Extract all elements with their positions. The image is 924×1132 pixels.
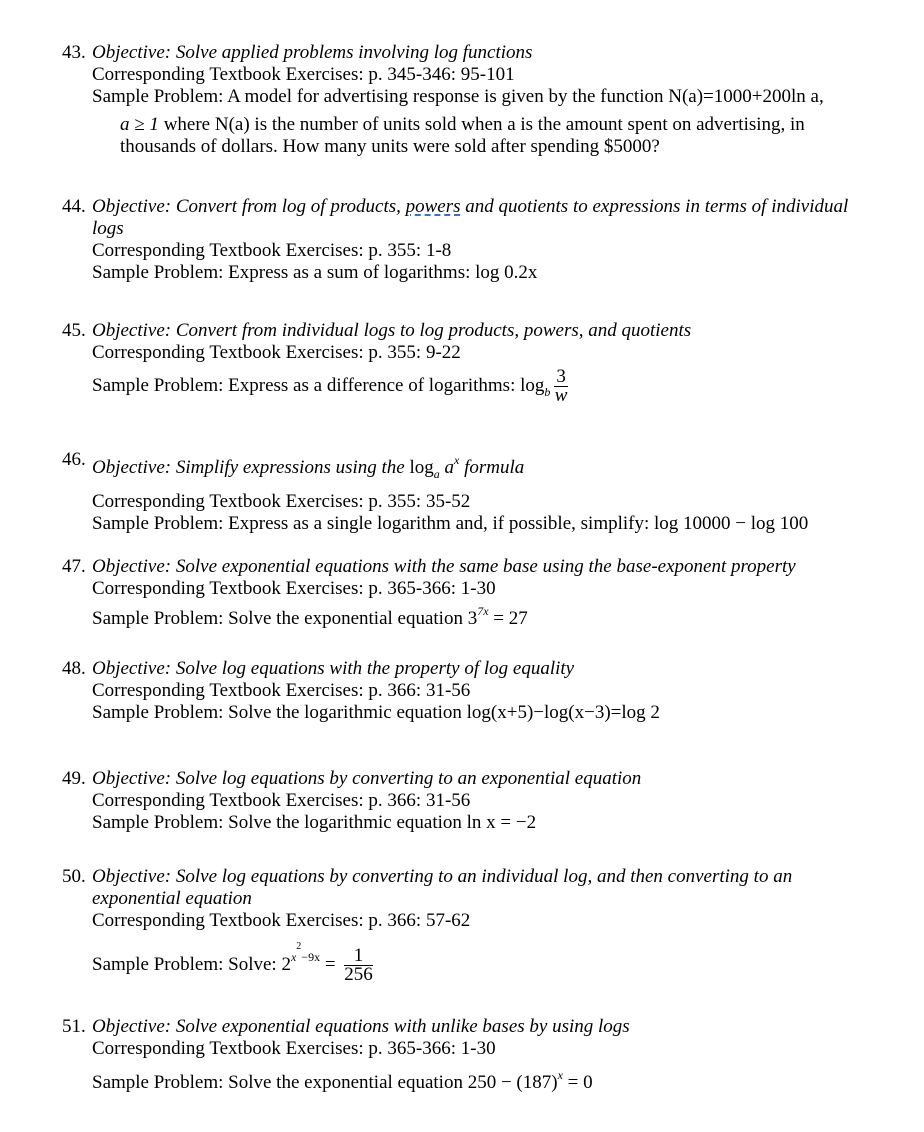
sample-problem: Sample Problem: Express as a single logarithm and, if possible, simplify: log 10000 − log 100 bbox=[92, 513, 809, 534]
sample-math: ln x = −2 bbox=[466, 812, 537, 833]
problem-49 bbox=[62, 768, 882, 834]
problem-number: 48. bbox=[62, 658, 86, 679]
objective: Objective: Solve applied problems involving log functions bbox=[92, 42, 533, 63]
problem-48 bbox=[62, 658, 882, 724]
problem-50 bbox=[62, 866, 882, 984]
fraction: $\frac{3}{w}$ bbox=[554, 366, 568, 406]
problem-46 bbox=[62, 449, 882, 535]
exercises: Corresponding Textbook Exercises: p. 345-346: 95-101 bbox=[92, 64, 515, 85]
problem-number: 47. bbox=[62, 556, 86, 577]
sample-problem: Sample Problem: Solve the exponential equation $3^{7x} = 27$ bbox=[92, 604, 528, 629]
problem-44 bbox=[62, 196, 882, 284]
sample-math: $250 - (187)^x = 0$ bbox=[467, 1068, 593, 1093]
problem-number: 46. bbox=[62, 449, 86, 470]
sample-math: log 10000 − log 100 bbox=[654, 513, 809, 534]
exercises: Corresponding Textbook Exercises: p. 355: 35-52 bbox=[92, 491, 471, 512]
sample-math: N(a)=1000+200ln a, bbox=[668, 86, 824, 107]
sample-problem: Sample Problem: Express as a sum of logarithms: log 0.2x bbox=[92, 262, 538, 283]
sample-math: $\log_b$ $\frac{3}{w}$ bbox=[520, 366, 568, 406]
sample-math: log(x+5)−log(x−3)=log 2 bbox=[466, 702, 660, 723]
sample-problem bbox=[62, 86, 882, 108]
exercises: Corresponding Textbook Exercises: p. 366: 57-62 bbox=[92, 910, 471, 931]
sample-math: log 0.2x bbox=[475, 262, 538, 283]
problem-number: 43. bbox=[62, 42, 86, 63]
objective: Objective: Convert from individual logs to log products, powers, and quotients bbox=[92, 320, 692, 341]
problem-number: 51. bbox=[62, 1016, 86, 1037]
problem-43 bbox=[62, 42, 882, 158]
problem-51 bbox=[62, 1016, 882, 1094]
objective: Objective: Solve exponential equations with unlike bases by using logs bbox=[92, 1016, 630, 1037]
objective: Objective: Solve log equations by converting to an exponential equation bbox=[92, 768, 642, 789]
problem-number: 49. bbox=[62, 768, 86, 789]
exercises: Corresponding Textbook Exercises: p. 366: 31-56 bbox=[92, 680, 471, 701]
objective: Objective: Solve log equations with the property of log equality bbox=[92, 658, 575, 679]
sample-problem: Sample Problem: Solve the logarithmic equation log(x+5)−log(x−3)=log 2 bbox=[92, 702, 660, 723]
sample-problem: Sample Problem: Solve the exponential equation $250 - (187)^x = 0$ bbox=[92, 1068, 593, 1093]
objective: Objective: Solve exponential equations with the same base using the base-exponent property bbox=[92, 556, 796, 577]
exercises: Corresponding Textbook Exercises: p. 365-366: 1-30 bbox=[92, 1038, 496, 1059]
objective: Objective: Convert from log of products, powers and quotients to expressions in terms of individual logs bbox=[92, 196, 849, 239]
objective: Objective: Simplify expressions using the $\log_a a^x$ formula bbox=[92, 453, 525, 481]
sample-problem: Sample Problem: Solve the logarithmic equation ln x = −2 bbox=[92, 812, 537, 833]
problem-number: 44. bbox=[62, 196, 86, 217]
exercises: Corresponding Textbook Exercises: p. 355: 9-22 bbox=[92, 342, 461, 363]
problem-47 bbox=[62, 556, 882, 630]
sample-problem: Sample Problem: Express as a difference of logarithms: $\log_b$ $\frac{3}{w}$ bbox=[92, 366, 568, 406]
objective: Objective: Solve log equations by converting to an individual log, and then converting to an exponential equation bbox=[92, 866, 793, 909]
problem-45 bbox=[62, 320, 882, 405]
sample-math: $2^{x^2-9x}$ = $\frac{1}{256}$ bbox=[281, 941, 373, 986]
exercises: Corresponding Textbook Exercises: p. 365-366: 1-30 bbox=[92, 578, 496, 599]
problem-number: 45. bbox=[62, 320, 86, 341]
exercises: Corresponding Textbook Exercises: p. 366: 31-56 bbox=[92, 790, 471, 811]
sample-problem: Sample Problem: Solve: $2^{x^2-9x}$ = $\frac{1}{256}$ bbox=[92, 941, 373, 986]
objective-math: $\log_a a^x$ bbox=[409, 453, 460, 481]
sample-math: $3^{7x} = 27$ bbox=[467, 604, 528, 629]
exercises: Corresponding Textbook Exercises: p. 355: 1-8 bbox=[92, 240, 452, 261]
sample-text: Sample Problem: A model for advertising response is given by the function bbox=[92, 86, 669, 107]
sample-continuation: a ≥ 1 where N(a) is the number of units sold when a is the amount spent on advertising, in thousands of dollars. How many units were sold after spending $5000? bbox=[120, 114, 805, 157]
spellcheck-flag: powers bbox=[405, 196, 461, 217]
sample-domain-math: a ≥ 1 bbox=[120, 114, 159, 135]
problem-number: 50. bbox=[62, 866, 86, 887]
fraction: $\frac{1}{256}$ bbox=[344, 945, 373, 986]
